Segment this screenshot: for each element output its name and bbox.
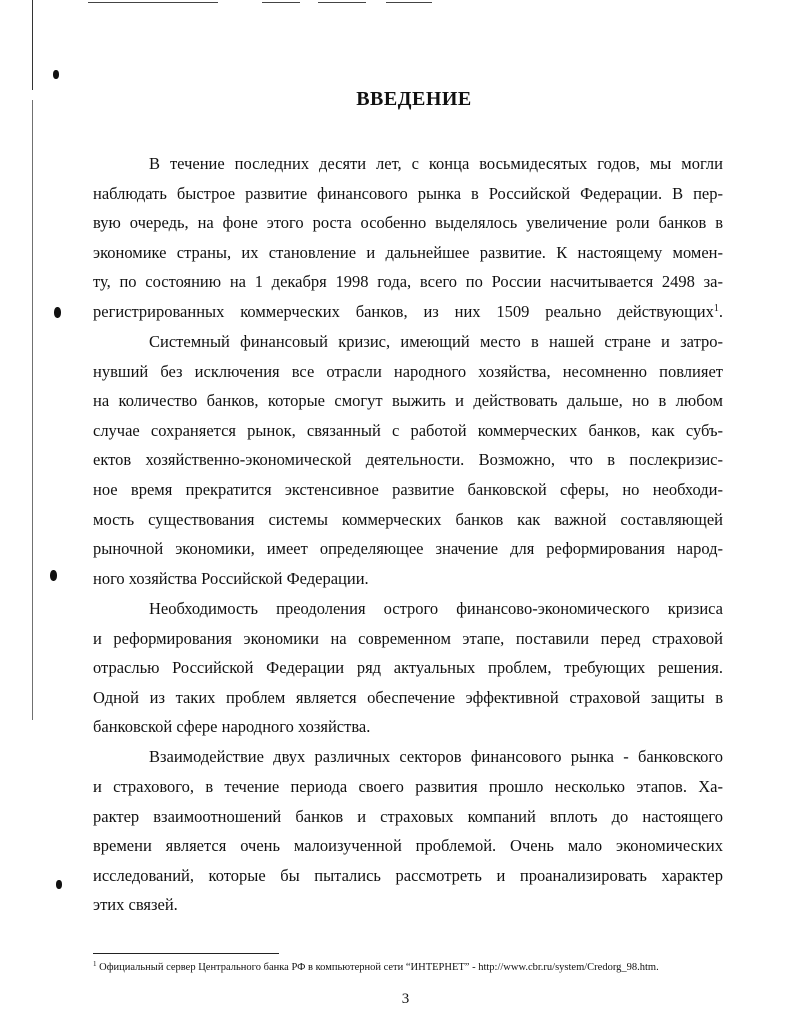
text-line: наблюдать быстрое развитие финансового рынка в Российской Федерации. В пер- — [93, 183, 723, 203]
punch-hole-mark — [53, 70, 59, 79]
text-line: Взаимодействие двух различных секторов финансового рынка - банковского — [149, 747, 723, 767]
scan-top-line — [262, 2, 300, 3]
footnote — [93, 961, 733, 975]
text-line: ное время прекратится экстенсивное развитие банковской сферы, но необходи- — [93, 480, 723, 500]
text-line: ектов хозяйственно-экономической деятельности. Возможно, что в послекризис- — [93, 450, 723, 470]
paragraph-4 — [93, 742, 723, 920]
text-line: банковской сфере народного хозяйства. — [93, 717, 371, 737]
paragraph-2 — [93, 327, 723, 593]
text-line: Одной из таких проблем является обеспечение эффективной страховой защиты в — [93, 687, 723, 707]
text-line: на количество банков, которые смогут выжить и действовать дальше, но в любом — [93, 391, 723, 411]
text-line-body: регистрированных коммерческих банков, из них 1509 реально действующих — [93, 301, 714, 321]
text-line: мость существования системы коммерческих банков как важной составляющей — [93, 509, 723, 529]
text-line: отраслью Российской Федерации ряд актуальных проблем, требующих решения. — [93, 658, 723, 678]
text-line: и страхового, в течение периода своего развития прошло несколько этапов. Ха- — [93, 776, 723, 796]
text-line: ту, по состоянию на 1 декабря 1998 года, всего по России насчитывается 2498 за- — [93, 272, 723, 292]
text-line: нувший без исключения все отрасли народного хозяйства, несомненно повлияет — [93, 361, 723, 381]
paragraph-3 — [93, 594, 723, 742]
body-text — [93, 149, 723, 920]
scan-margin-line — [32, 100, 33, 720]
scan-top-line — [88, 2, 218, 3]
punch-hole-mark — [54, 307, 61, 318]
scan-margin-line — [32, 0, 33, 90]
text-line: этих связей. — [93, 895, 178, 915]
text-line: рактер взаимоотношений банков и страховых компаний вплоть до настоящего — [93, 806, 723, 826]
paragraph-1 — [93, 149, 723, 327]
punch-hole-mark — [50, 570, 57, 581]
scan-top-line — [318, 2, 366, 3]
text-line: времени является очень малоизученной проблемой. Очень мало экономических — [93, 836, 723, 856]
text-line: В течение последних десяти лет, с конца восьмидесятых годов, мы могли — [149, 154, 723, 173]
footnote-reference[interactable]: 1 — [713, 302, 719, 314]
text-line: ного хозяйства Российской Федерации. — [93, 568, 369, 588]
text-line: случае сохраняется рынок, связанный с работой коммерческих банков, как субъ- — [93, 420, 723, 440]
text-line: исследований, которые бы пытались рассмотреть и проанализировать характер — [93, 865, 723, 885]
punch-hole-mark — [56, 880, 62, 889]
footnote-marker: 1 — [93, 960, 97, 968]
text-line — [93, 297, 723, 327]
footnote-separator — [93, 953, 279, 954]
text-line: и реформирования экономики на современном этапе, поставили перед страховой — [93, 628, 723, 648]
text-line: Системный финансовый кризис, имеющий место в нашей стране и затро- — [149, 332, 723, 352]
text-line: экономике страны, их становление и дальнейшее развитие. К настоящему момен- — [93, 242, 723, 262]
footnote-text[interactable]: Официальный сервер Центрального банка РФ в компьютерной сети “ИНТЕРНЕТ” - http://www.cbr.ru/system/Credorg_98.htm. — [99, 962, 659, 973]
text-line: вую очередь, на фоне этого роста особенно выделялось увеличение роли банков в — [93, 213, 723, 233]
page-number: 3 — [401, 991, 410, 1007]
text-line: рыночной экономики, имеет определяющее значение для реформирования народ- — [93, 539, 723, 559]
scan-top-line — [386, 2, 432, 3]
text-line: Необходимость преодоления острого финансово-экономического кризиса — [149, 598, 723, 618]
line-end-punctuation: . — [718, 301, 723, 321]
page-title: ВВЕДЕНИЕ — [356, 88, 472, 110]
